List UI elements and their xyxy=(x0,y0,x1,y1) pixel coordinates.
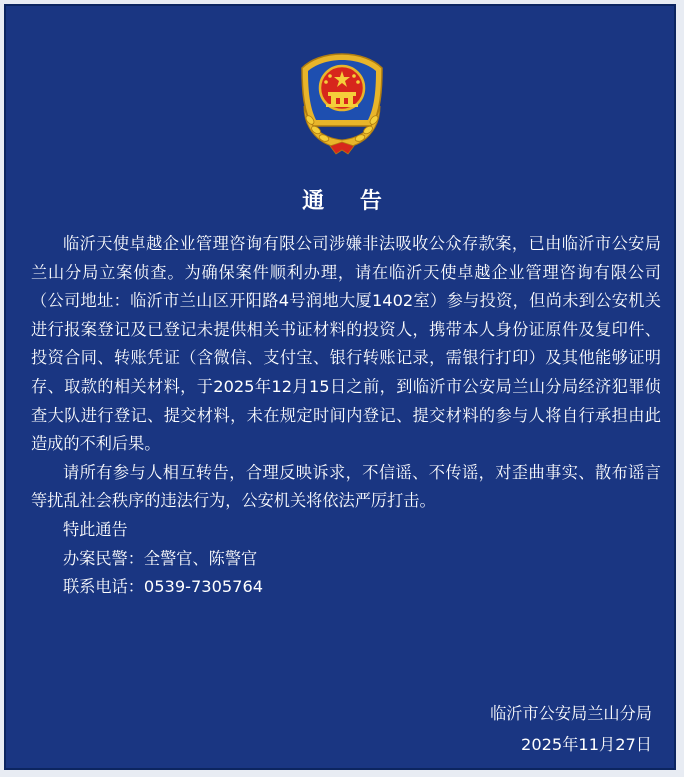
notice-paragraph: 临沂天使卓越企业管理咨询有限公司涉嫌非法吸收公众存款案，已由临沂市公安局兰山分局立案侦查。为确保案件顺利办理，请在临沂天使卓越企业管理咨询有限公司（公司地址：临沂市兰山区开阳路4号润地大厦1402室）参与投资，但尚未到公安机关进行报案登记及已登记未提供相关书证材料的投资人，携带本人身份证原件及复印件、投资合同、转账凭证（含微信、支付宝、银行转账记录，需银行打印）及其他能够证明存、取款的相关材料，于2025年12月15日之前，到临沂市公安局兰山分局经济犯罪侦查大队进行登记、提交材料，未在规定时间内登记、提交材料的参与人将自行承担由此造成的不利后果。 xyxy=(31,234,661,454)
case-officers: 办案民警：全警官、陈警官 xyxy=(63,548,258,568)
notice-title: 通 告 xyxy=(302,189,396,214)
notice-panel xyxy=(4,4,676,770)
contact-phone: 联系电话：0539-7305764 xyxy=(63,577,264,597)
signature-block xyxy=(490,698,652,760)
notice-body xyxy=(31,230,661,602)
notice-paragraph: 请所有参与人相互转告，合理反映诉求，不信谣、不传谣，对歪曲事实、散布谣言等扰乱社会秩序的违法行为，公安机关将依法严厉打击。 xyxy=(31,462,661,511)
police-emblem-icon xyxy=(290,50,394,158)
issue-date: 2025年11月27日 xyxy=(521,735,652,754)
issuer-name: 临沂市公安局兰山分局 xyxy=(490,704,652,723)
notice-closing: 特此通告 xyxy=(63,519,128,539)
